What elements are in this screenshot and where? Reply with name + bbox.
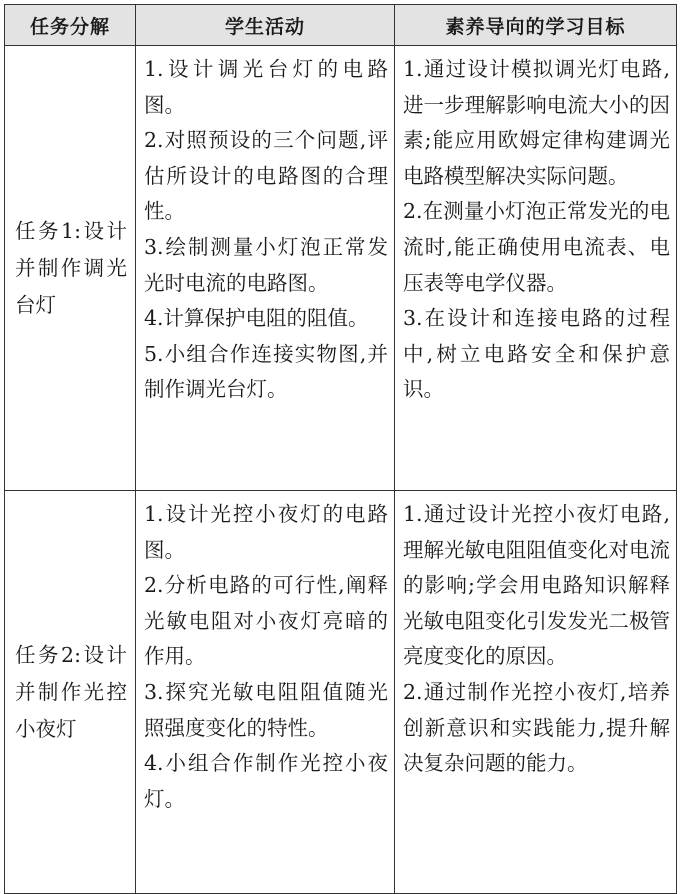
activities-cell bbox=[136, 46, 395, 491]
task-table bbox=[4, 4, 677, 894]
task-cell: 任务2:设计并制作光控小夜灯 bbox=[5, 491, 136, 894]
task-cell: 任务1:设计并制作调光台灯 bbox=[5, 46, 136, 491]
activity-item: 1.设计光控小夜灯的电路图。 bbox=[144, 502, 388, 562]
header-row bbox=[5, 5, 677, 46]
header-task-decomposition: 任务分解 bbox=[5, 5, 136, 46]
goal-item: 2.在测量小灯泡正常发光的电流时,能正确使用电流表、电压表等电学仪器。 bbox=[403, 199, 670, 295]
activity-item: 4.计算保护电阻的阻值。 bbox=[144, 306, 369, 331]
goal-item: 2.通过制作光控小夜灯,培养创新意识和实践能力,提升解决复杂问题的能力。 bbox=[403, 679, 670, 776]
task-table-container bbox=[4, 4, 676, 884]
goal-item: 1.通过设计光控小夜灯电路,理解光敏电阻阻值变化对电流的影响;学会用电路知识解释光敏电阻变化引发发光二极管亮度变化的原因。 bbox=[403, 502, 670, 669]
activities-cell bbox=[136, 491, 395, 894]
activity-item: 5.小组合作连接实物图,并制作调光台灯。 bbox=[144, 341, 388, 402]
activity-item: 2.分析电路的可行性,阐释光敏电阻对小夜灯亮暗的作用。 bbox=[144, 573, 388, 669]
activity-item: 4.小组合作制作光控小夜灯。 bbox=[144, 751, 388, 811]
header-learning-goals: 素养导向的学习目标 bbox=[395, 5, 677, 46]
goals-cell bbox=[395, 491, 677, 894]
activity-item: 3.探究光敏电阻阻值随光照强度变化的特性。 bbox=[144, 679, 388, 740]
table-row bbox=[5, 491, 677, 894]
activity-item: 1.设计调光台灯的电路图。 bbox=[144, 57, 388, 117]
activity-item: 2.对照预设的三个问题,评估所设计的电路图的合理性。 bbox=[144, 128, 388, 224]
header-student-activities: 学生活动 bbox=[136, 5, 395, 46]
goal-item: 1.通过设计模拟调光灯电路,进一步理解影响电流大小的因素;能应用欧姆定律构建调光电路模型解决实际问题。 bbox=[403, 57, 670, 188]
goals-cell bbox=[395, 46, 677, 491]
activity-item: 3.绘制测量小灯泡正常发光时电流的电路图。 bbox=[144, 234, 388, 295]
goal-item: 3.在设计和连接电路的过程中,树立电路安全和保护意识。 bbox=[403, 306, 670, 402]
table-row bbox=[5, 46, 677, 491]
